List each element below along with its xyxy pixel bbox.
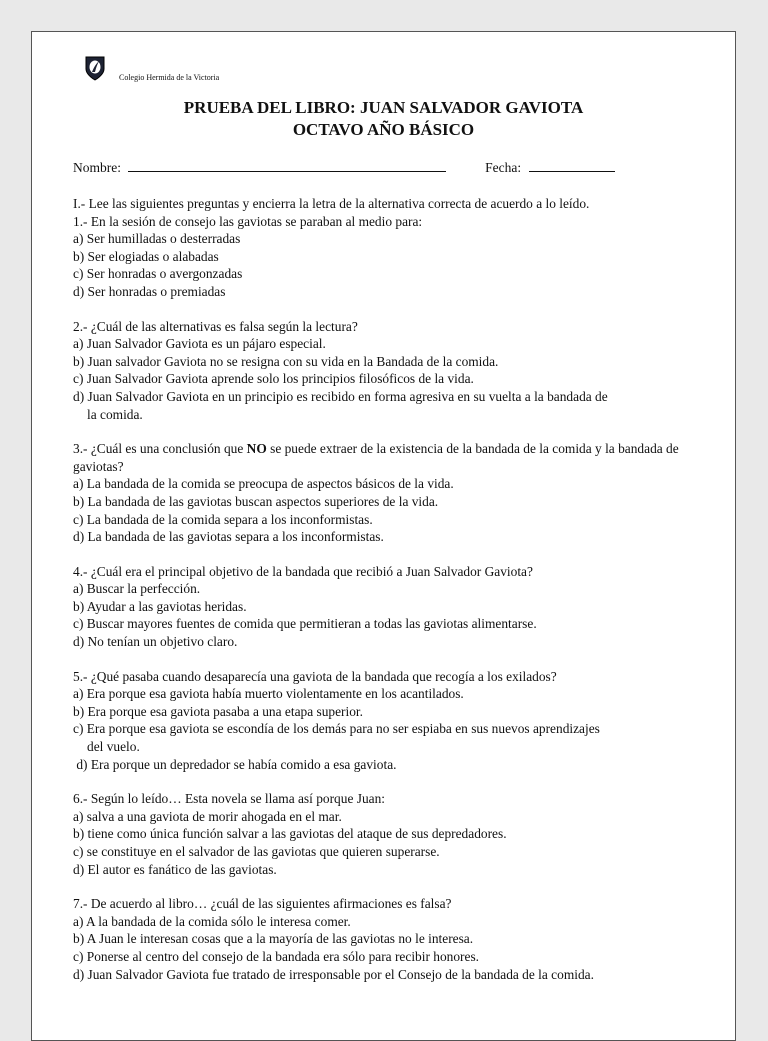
date-label: Fecha:	[485, 160, 522, 175]
student-fields	[73, 159, 615, 177]
option-c-continued: del vuelo.	[87, 739, 140, 755]
instructions: I.- Lee las siguientes preguntas y encierra la letra de la alternativa correcta de acuerdo a lo leído.	[73, 196, 590, 211]
option-b[interactable]: b) La bandada de las gaviotas buscan aspectos superiores de la vida.	[73, 493, 439, 509]
option-b[interactable]: b) Juan salvador Gaviota no se resigna con su vida en la Bandada de la comida.	[73, 353, 499, 369]
page-subtitle: OCTAVO AÑO BÁSICO	[292, 120, 475, 139]
option-c[interactable]: c) Buscar mayores fuentes de comida que permitieran a todas las gaviotas alimentarse.	[73, 616, 537, 632]
document-page	[31, 31, 736, 1041]
option-d[interactable]: d) Juan Salvador Gaviota fue tratado de irresponsable por el Consejo de la bandada de la comida.	[73, 966, 594, 982]
page-title: PRUEBA DEL LIBRO: JUAN SALVADOR GAVIOTA	[183, 98, 584, 117]
option-d[interactable]: d) Juan Salvador Gaviota en un principio es recibido en forma agresiva en su vuelta a la bandada de	[73, 388, 608, 404]
option-d[interactable]: d) Ser honradas o premiadas	[73, 283, 226, 299]
option-a[interactable]: a) La bandada de la comida se preocupa de aspectos básicos de la vida.	[73, 476, 454, 492]
question-list	[73, 195, 713, 983]
option-d[interactable]: d) La bandada de las gaviotas separa a los inconformistas.	[73, 529, 384, 545]
option-d[interactable]: d) El autor es fanático de las gaviotas.	[73, 861, 277, 877]
option-b[interactable]: b) tiene como única función salvar a las gaviotas del ataque de sus depredadores.	[73, 826, 507, 842]
option-a[interactable]: a) Buscar la perfección.	[73, 581, 201, 597]
option-b[interactable]: b) A Juan le interesan cosas que a la mayoría de las gaviotas no le interesa.	[73, 931, 474, 947]
name-label: Nombre:	[73, 160, 121, 175]
option-d[interactable]: d) Era porque un depredador se había comido a esa gaviota.	[73, 756, 397, 772]
question-stem: 1.- En la sesión de consejo las gaviotas se paraban al medio para:	[73, 213, 423, 229]
question-stem: 6.- Según lo leído… Esta novela se llama así porque Juan:	[73, 791, 386, 807]
date-blank[interactable]	[529, 159, 615, 172]
name-blank[interactable]	[128, 159, 446, 172]
option-d-continued: la comida.	[87, 406, 143, 422]
option-c[interactable]: c) Ser honradas o avergonzadas	[73, 266, 243, 282]
option-c[interactable]: c) Era porque esa gaviota se escondía de los demás para no ser espiaba en sus nuevos aprendizajes	[73, 721, 600, 737]
option-d[interactable]: d) No tenían un objetivo claro.	[73, 634, 238, 650]
school-name: Colegio Hermida de la Victoria	[119, 73, 220, 82]
option-a[interactable]: a) salva a una gaviota de morir ahogada en el mar.	[73, 808, 342, 824]
question-stem: 2.- ¿Cuál de las alternativas es falsa según la lectura?	[73, 318, 358, 334]
question-stem: 3.- ¿Cuál es una conclusión que NO se puede extraer de la existencia de la bandada de la comida y la bandada de gaviotas?	[73, 441, 679, 474]
question-stem: 7.- De acuerdo al libro… ¿cuál de las siguientes afirmaciones es falsa?	[73, 896, 452, 912]
option-a[interactable]: a) A la bandada de la comida sólo le interesa comer.	[73, 913, 351, 929]
option-c[interactable]: c) Juan Salvador Gaviota aprende solo los principios filosóficos de la vida.	[73, 371, 474, 387]
option-c[interactable]: c) se constituye en el salvador de las gaviotas que quieren superarse.	[73, 844, 440, 859]
option-c[interactable]: c) Ponerse al centro del consejo de la bandada era sólo para recibir honores.	[73, 948, 480, 964]
option-b[interactable]: b) Ayudar a las gaviotas heridas.	[73, 598, 247, 614]
question-stem: 4.- ¿Cuál era el principal objetivo de la bandada que recibió a Juan Salvador Gaviota?	[73, 563, 533, 579]
option-b[interactable]: b) Era porque esa gaviota pasaba a una etapa superior.	[73, 703, 364, 719]
question-stem: 5.- ¿Qué pasaba cuando desaparecía una gaviota de la bandada que recogía a los exilados?	[73, 668, 557, 684]
option-a[interactable]: a) Ser humilladas o desterradas	[73, 231, 241, 247]
option-a[interactable]: a) Era porque esa gaviota había muerto violentamente en los acantilados.	[73, 686, 464, 702]
option-b[interactable]: b) Ser elogiadas o alabadas	[73, 248, 219, 264]
school-crest-icon	[84, 55, 106, 81]
option-c[interactable]: c) La bandada de la comida separa a los inconformistas.	[73, 511, 373, 527]
option-a[interactable]: a) Juan Salvador Gaviota es un pájaro especial.	[73, 336, 326, 352]
